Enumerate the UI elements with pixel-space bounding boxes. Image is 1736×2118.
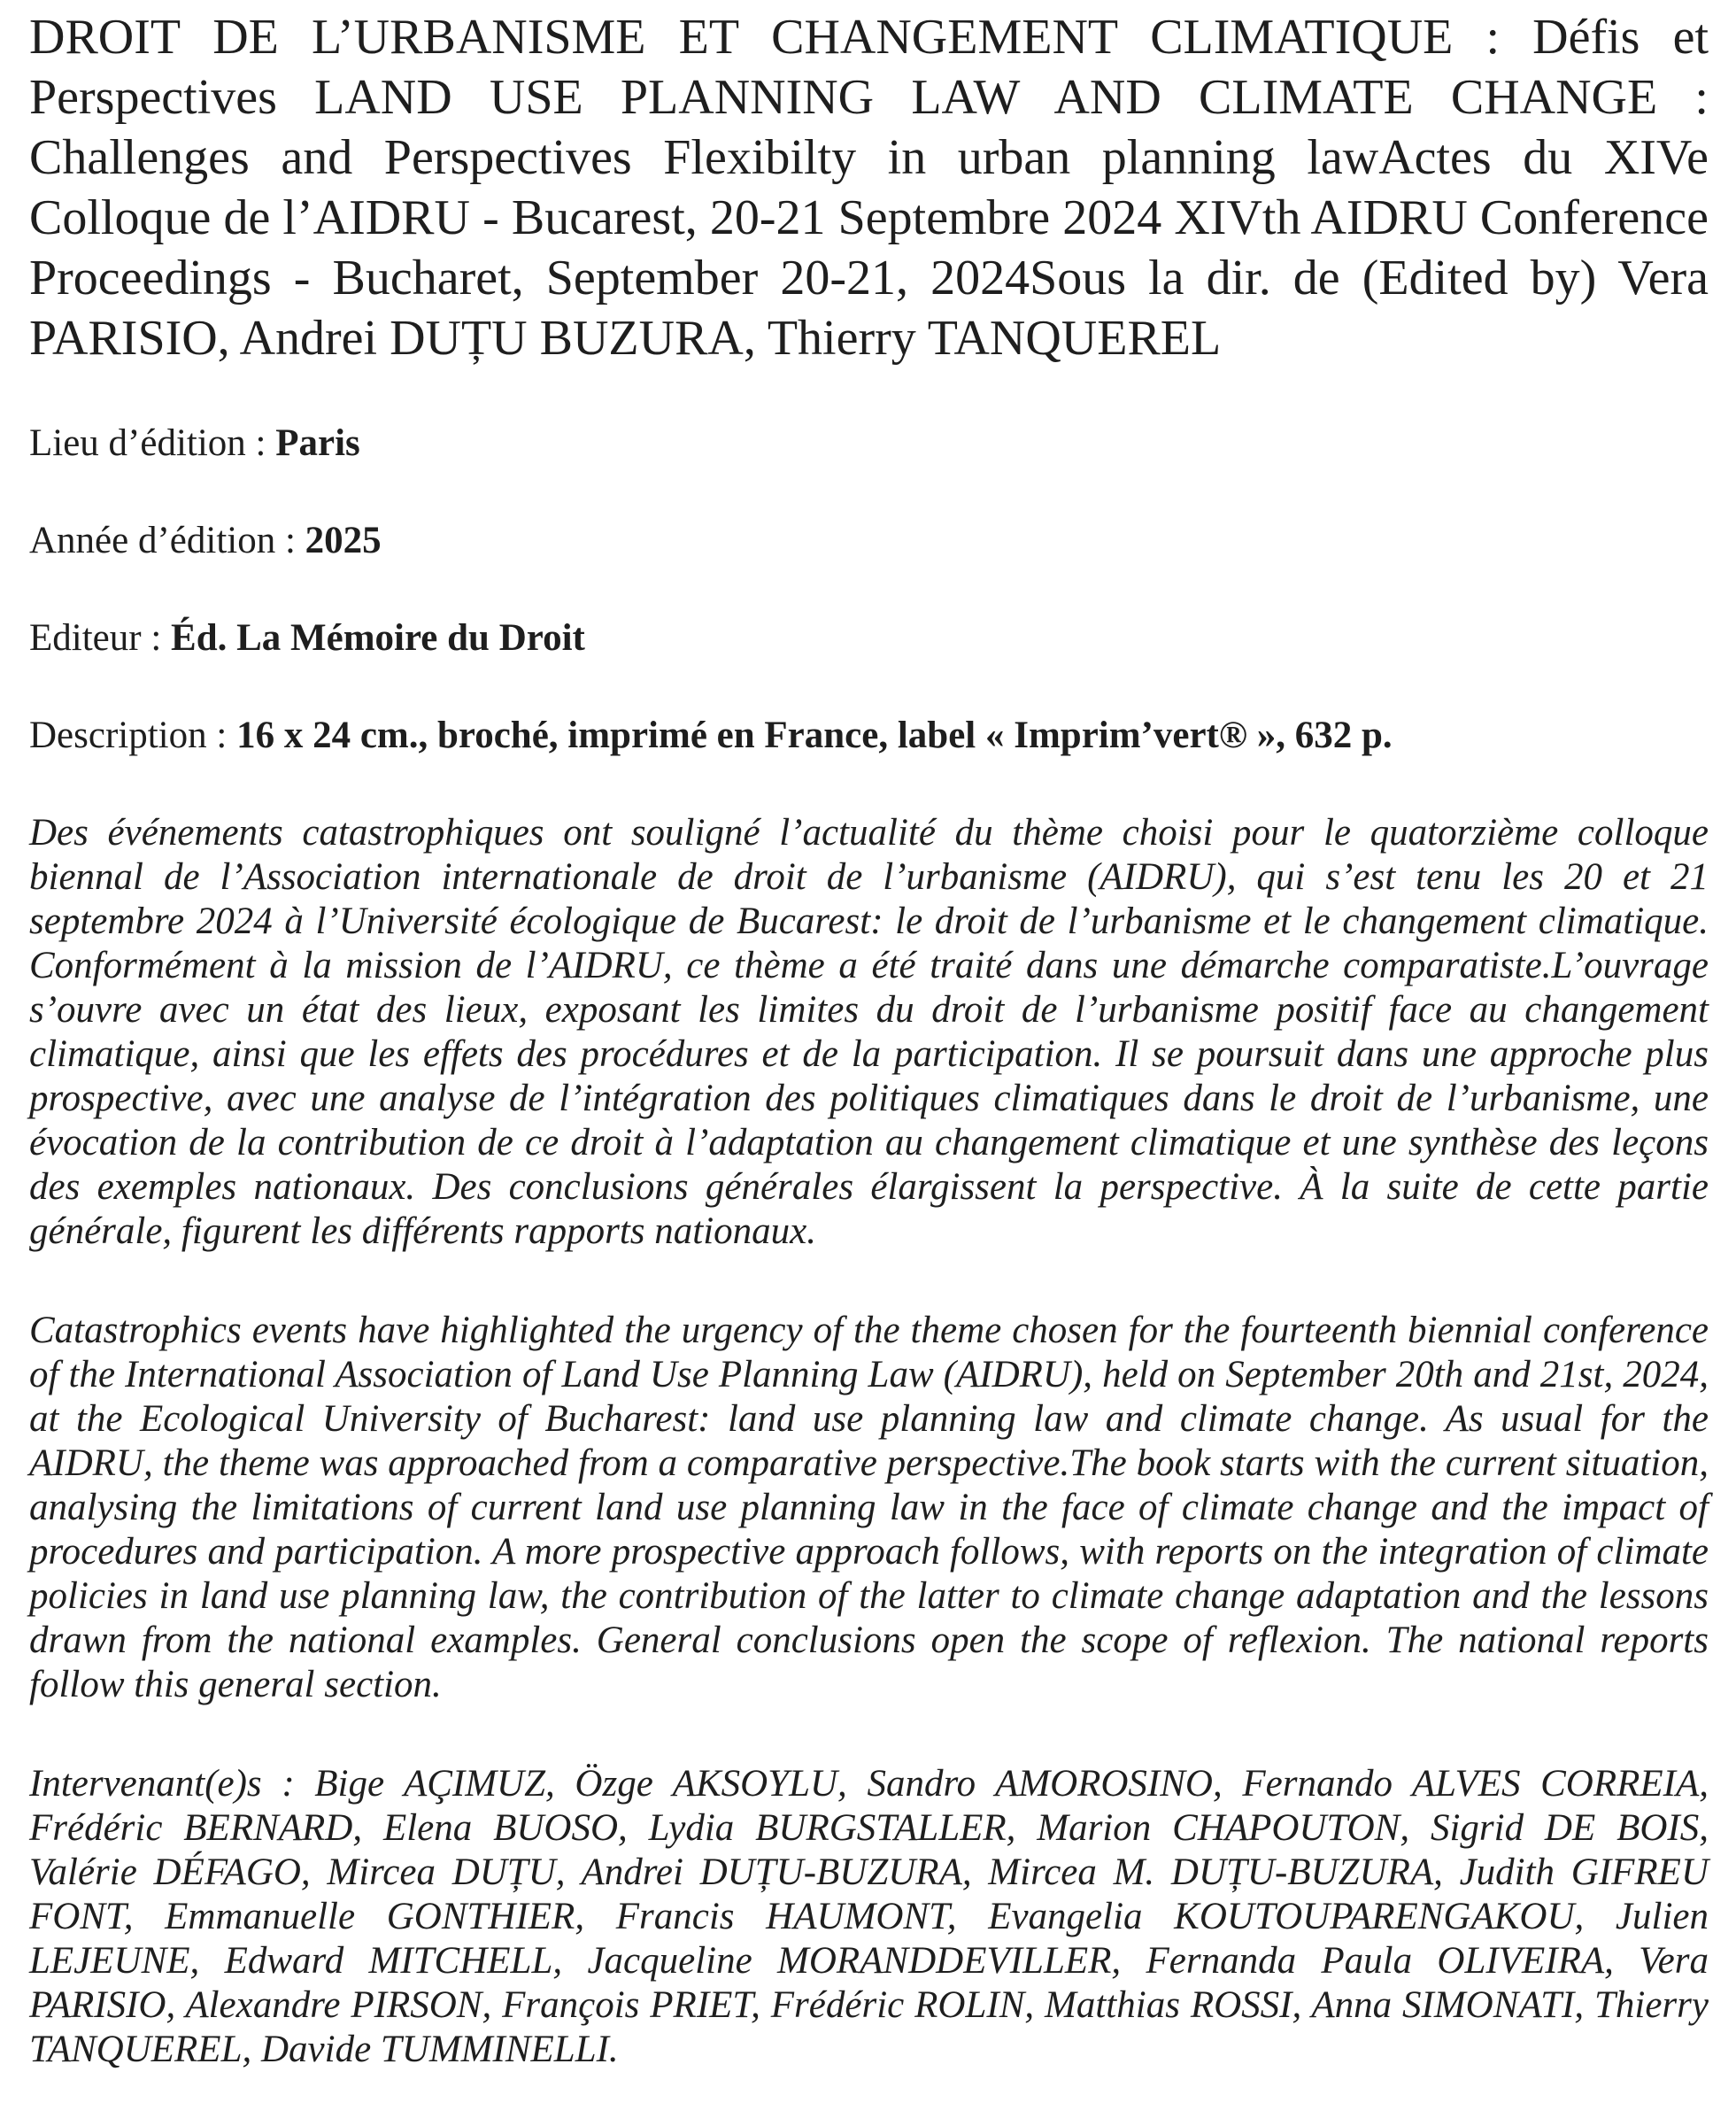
metadata-value-year: 2025 bbox=[305, 520, 382, 561]
metadata-row-description bbox=[29, 714, 1709, 758]
metadata-label-publisher: Editeur : bbox=[29, 617, 162, 659]
metadata-row-year bbox=[29, 519, 1709, 563]
metadata-value-place: Paris bbox=[275, 422, 360, 464]
page-title: DROIT DE L’URBANISME ET CHANGEMENT CLIMATIQUE : Défis et Perspectives LAND USE PLANNING LAW AND CLIMATE CHANGE : Challenges and Perspectives Flexibilty in urban planning lawActes du XIVe Colloque de l’AIDRU - Bucarest, 20-21 Septembre 2024 XIVth AIDRU Conference Proceedings - Bucharet, September 20-21, 2024Sous la dir. de (Edited by) Vera PARISIO, Andrei DUȚU BUZURA, Thierry TANQUEREL bbox=[29, 10, 1709, 366]
metadata-row-place bbox=[29, 421, 1709, 466]
metadata-value-publisher: Éd. La Mémoire du Droit bbox=[171, 617, 585, 659]
metadata-label-place: Lieu d’édition : bbox=[29, 422, 266, 464]
metadata-row-publisher bbox=[29, 616, 1709, 661]
description-french-paragraph: Des événements catastrophiques ont souligné l’actualité du thème choisi pour le quatorzième colloque biennal de l’Association internationale de droit de l’urbanisme (AIDRU), qui s’est tenu les 20 et 21 septembre 2024 à l’Université écologique de Bucarest: le droit de l’urbanisme et le changement climatique. Conformément à la mission de l’AIDRU, ce thème a été traité dans une démarche comparatiste.L’ouvrage s’ouvre avec un état des lieux, exposant les limites du droit de l’urbanisme positif face au changement climatique, ainsi que les effets des procédures et de la participation. Il se poursuit dans une approche plus prospective, avec une analyse de l’intégration des politiques climatiques dans le droit de l’urbanisme, une évocation de la contribution de ce droit à l’adaptation au changement climatique et une synthèse des leçons des exemples nationaux. Des conclusions générales élargissent la perspective. À la suite de cette partie générale, figurent les différents rapports nationaux. bbox=[29, 812, 1709, 1252]
contributors-paragraph: Intervenant(e)s : Bige AÇIMUZ, Özge AKSOYLU, Sandro AMOROSINO, Fernando ALVES CORREIA, Frédéric BERNARD, Elena BUOSO, Lydia BURGSTALLER, Marion CHAPOUTON, Sigrid DE BOIS, Valérie DÉFAGO, Mircea DUȚU, Andrei DUȚU-BUZURA, Mircea M. DUȚU-BUZURA, Judith GIFREU FONT, Emmanuelle GONTHIER, Francis HAUMONT, Evangelia KOUTOUPARENGAKOU, Julien LEJEUNE, Edward MITCHELL, Jacqueline MORANDDEVILLER, Fernanda Paula OLIVEIRA, Vera PARISIO, Alexandre PIRSON, François PRIET, Frédéric ROLIN, Matthias ROSSI, Anna SIMONATI, Thierry TANQUEREL, Davide TUMMINELLI. bbox=[29, 1763, 1709, 2070]
metadata-label-description: Description : bbox=[29, 715, 228, 756]
metadata-label-year: Année d’édition : bbox=[29, 520, 296, 561]
metadata-value-description: 16 x 24 cm., broché, imprimé en France, label « Imprim’vert® », 632 p. bbox=[236, 715, 1393, 756]
description-english-paragraph: Catastrophics events have highlighted the urgency of the theme chosen for the fourteenth biennial conference of the International Association of Land Use Planning Law (AIDRU), held on September 20th and 21st, 2024, at the Ecological University of Bucharest: land use planning law and climate change. As usual for the AIDRU, the theme was approached from a comparative perspective.The book starts with the current situation, analysing the limitations of current land use planning law in the face of climate change and the impact of procedures and participation. A more prospective approach follows, with reports on the integration of climate policies in land use planning law, the contribution of the latter to climate change adaptation and the lessons drawn from the national examples. General conclusions open the scope of reflexion. The national reports follow this general section. bbox=[29, 1310, 1709, 1705]
